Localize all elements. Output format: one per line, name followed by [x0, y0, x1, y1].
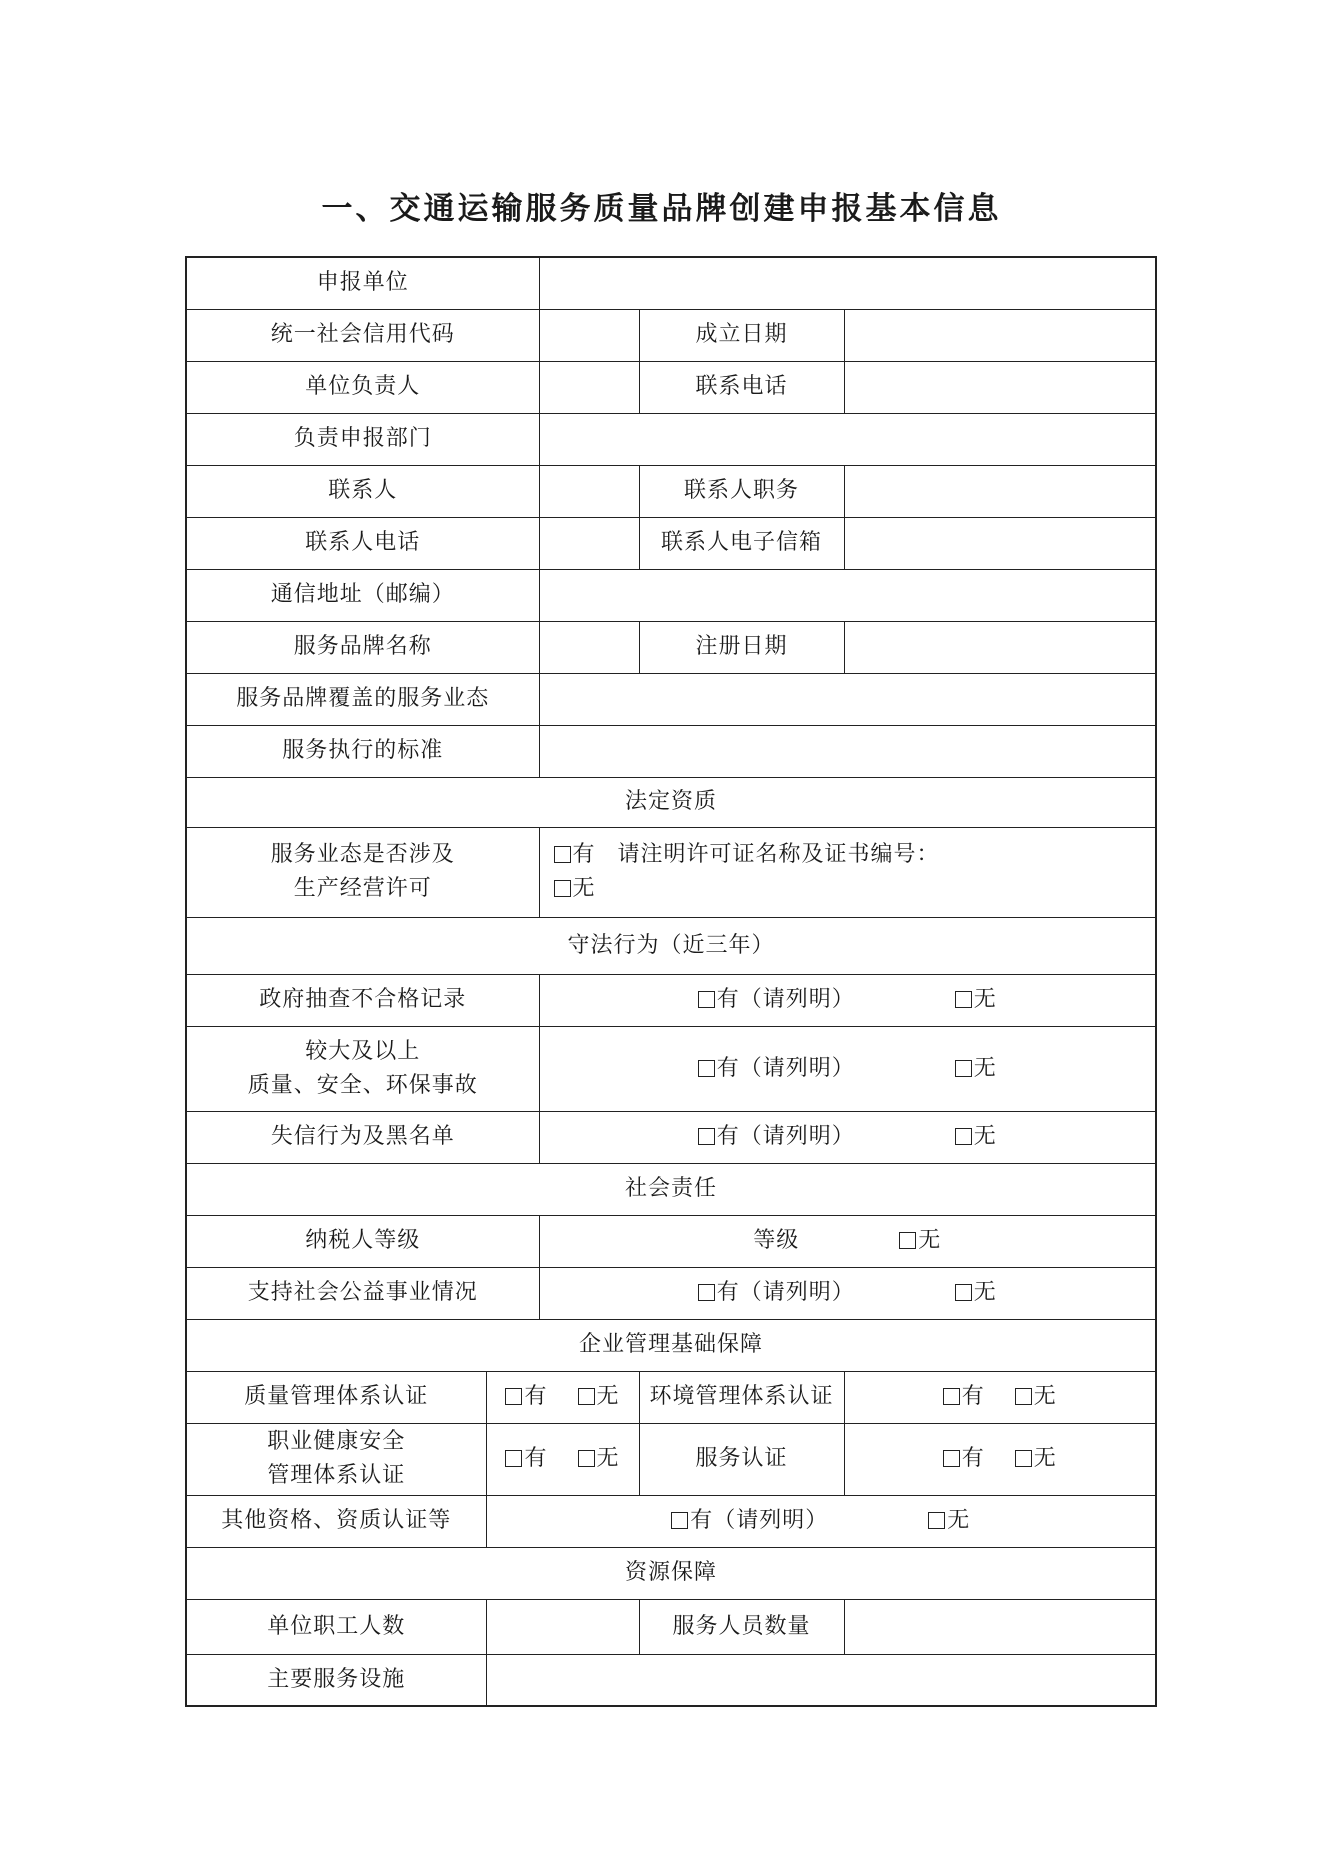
section-resource	[186, 1547, 1156, 1599]
checkbox-icon[interactable]	[943, 1450, 960, 1467]
quality-cert-yes-option[interactable]: 有	[505, 1380, 547, 1414]
field-address[interactable]	[539, 569, 1156, 621]
ohs-cert-no-option[interactable]: 无	[578, 1442, 620, 1476]
checkbox-icon[interactable]	[1015, 1388, 1032, 1405]
field-established-date[interactable]	[844, 309, 1156, 361]
field-contact-person[interactable]	[539, 465, 639, 517]
env-cert-options	[844, 1371, 1156, 1423]
row-contact-tel	[186, 517, 1156, 569]
field-brand-business[interactable]	[539, 673, 1156, 725]
grade-label: 等级	[753, 1228, 800, 1253]
label-license	[186, 827, 539, 917]
row-other-cert	[186, 1495, 1156, 1547]
row-accident	[186, 1026, 1156, 1111]
checkbox-icon[interactable]	[698, 1060, 715, 1077]
row-brand-name	[186, 621, 1156, 673]
checkbox-icon[interactable]	[955, 1060, 972, 1077]
label-other-cert: 其他资格、资质认证等	[186, 1495, 486, 1547]
gov-check-yes-option[interactable]: 有（请列明）	[698, 983, 855, 1017]
row-unit-head	[186, 361, 1156, 413]
label-applicant-unit: 申报单位	[186, 257, 539, 309]
field-applicant-unit[interactable]	[539, 257, 1156, 309]
dishonest-no-option[interactable]: 无	[955, 1120, 997, 1154]
checkbox-icon[interactable]	[554, 880, 571, 897]
label-contact-title: 联系人职务	[639, 465, 844, 517]
label-accident-line1: 较大及以上	[305, 1038, 421, 1064]
label-facilities: 主要服务设施	[186, 1654, 486, 1706]
label-contact-tel: 联系人电话	[186, 517, 539, 569]
accident-options	[539, 1026, 1156, 1111]
label-address: 通信地址（邮编）	[186, 569, 539, 621]
label-reg-date: 注册日期	[639, 621, 844, 673]
label-contact-phone: 联系电话	[639, 361, 844, 413]
field-contact-tel[interactable]	[539, 517, 639, 569]
label-service-cert: 服务认证	[639, 1423, 844, 1495]
section-social	[186, 1163, 1156, 1215]
row-brand-business	[186, 673, 1156, 725]
charity-no-option[interactable]: 无	[955, 1276, 997, 1310]
checkbox-icon[interactable]	[899, 1232, 916, 1249]
row-applicant-unit	[186, 257, 1156, 309]
label-taxpayer: 纳税人等级	[186, 1215, 539, 1267]
label-established-date: 成立日期	[639, 309, 844, 361]
checkbox-icon[interactable]	[955, 1284, 972, 1301]
row-dept	[186, 413, 1156, 465]
taxpayer-no-option[interactable]: 无	[899, 1224, 941, 1258]
checkbox-icon[interactable]	[554, 846, 571, 863]
field-brand-name[interactable]	[539, 621, 639, 673]
taxpayer-options	[539, 1215, 1156, 1267]
label-brand-business: 服务品牌覆盖的服务业态	[186, 673, 539, 725]
row-taxpayer	[186, 1215, 1156, 1267]
quality-cert-no-option[interactable]: 无	[578, 1380, 620, 1414]
checkbox-icon[interactable]	[698, 1128, 715, 1145]
dishonest-options	[539, 1111, 1156, 1163]
checkbox-icon[interactable]	[698, 1284, 715, 1301]
row-staff	[186, 1599, 1156, 1654]
application-form-table	[185, 256, 1157, 1707]
section-mgmt	[186, 1319, 1156, 1371]
checkbox-icon[interactable]	[955, 991, 972, 1008]
row-credit-code	[186, 309, 1156, 361]
ohs-cert-yes-option[interactable]: 有	[505, 1442, 547, 1476]
section-legal	[186, 777, 1156, 827]
other-cert-options	[486, 1495, 1156, 1547]
label-accident-line2: 质量、安全、环保事故	[247, 1072, 478, 1098]
dishonest-yes-option[interactable]: 有（请列明）	[698, 1120, 855, 1154]
env-cert-no-option[interactable]: 无	[1015, 1380, 1057, 1414]
label-license-line1: 服务业态是否涉及	[270, 842, 455, 867]
section-title-legal: 法定资质	[186, 777, 1156, 827]
checkbox-icon[interactable]	[955, 1128, 972, 1145]
label-contact-person: 联系人	[186, 465, 539, 517]
row-quality-cert	[186, 1371, 1156, 1423]
license-options	[539, 827, 1156, 917]
label-dishonest: 失信行为及黑名单	[186, 1111, 539, 1163]
label-credit-code: 统一社会信用代码	[186, 309, 539, 361]
label-quality-cert: 质量管理体系认证	[186, 1371, 486, 1423]
field-credit-code[interactable]	[539, 309, 639, 361]
section-title-mgmt: 企业管理基础保障	[186, 1319, 1156, 1371]
label-ohs-cert-line1: 职业健康安全	[267, 1429, 406, 1454]
other-cert-no-option[interactable]: 无	[928, 1504, 970, 1538]
service-cert-no-option[interactable]: 无	[1015, 1442, 1057, 1476]
row-ohs-cert	[186, 1423, 1156, 1495]
charity-options	[539, 1267, 1156, 1319]
label-license-line2: 生产经营许可	[293, 876, 432, 901]
row-standard	[186, 725, 1156, 777]
charity-yes-option[interactable]: 有（请列明）	[698, 1276, 855, 1310]
field-contact-phone[interactable]	[844, 361, 1156, 413]
accident-yes-option[interactable]: 有（请列明）	[698, 1052, 855, 1086]
other-cert-yes-option[interactable]: 有（请列明）	[671, 1504, 828, 1538]
row-contact-person	[186, 465, 1156, 517]
label-ohs-cert	[186, 1423, 486, 1495]
label-dept: 负责申报部门	[186, 413, 539, 465]
gov-check-options	[539, 974, 1156, 1026]
field-dept[interactable]	[539, 413, 1156, 465]
field-staff-count[interactable]	[486, 1599, 639, 1654]
quality-cert-options	[486, 1371, 639, 1423]
ohs-cert-options	[486, 1423, 639, 1495]
checkbox-icon[interactable]	[505, 1450, 522, 1467]
row-gov-check	[186, 974, 1156, 1026]
label-service-staff: 服务人员数量	[639, 1599, 844, 1654]
checkbox-icon[interactable]	[505, 1388, 522, 1405]
checkbox-icon[interactable]	[671, 1512, 688, 1529]
label-unit-head: 单位负责人	[186, 361, 539, 413]
row-address	[186, 569, 1156, 621]
section-title-resource: 资源保障	[186, 1547, 1156, 1599]
field-service-staff[interactable]	[844, 1599, 1156, 1654]
label-accident	[186, 1026, 539, 1111]
field-facilities[interactable]	[486, 1654, 1156, 1706]
row-license	[186, 827, 1156, 917]
label-charity: 支持社会公益事业情况	[186, 1267, 539, 1319]
checkbox-icon[interactable]	[928, 1512, 945, 1529]
service-cert-yes-option[interactable]: 有	[943, 1442, 985, 1476]
section-title-social: 社会责任	[186, 1163, 1156, 1215]
page-title: 一、交通运输服务质量品牌创建申报基本信息	[321, 191, 1002, 227]
field-standard[interactable]	[539, 725, 1156, 777]
row-dishonest	[186, 1111, 1156, 1163]
service-cert-options	[844, 1423, 1156, 1495]
field-reg-date[interactable]	[844, 621, 1156, 673]
label-gov-check: 政府抽查不合格记录	[186, 974, 539, 1026]
row-facilities	[186, 1654, 1156, 1706]
checkbox-icon[interactable]	[578, 1450, 595, 1467]
checkbox-icon[interactable]	[698, 991, 715, 1008]
checkbox-icon[interactable]	[1015, 1450, 1032, 1467]
label-brand-name: 服务品牌名称	[186, 621, 539, 673]
license-note: 请注明许可证名称及证书编号：	[617, 842, 940, 867]
license-no-option[interactable]: 无	[554, 872, 596, 906]
accident-no-option[interactable]: 无	[955, 1052, 997, 1086]
field-unit-head[interactable]	[539, 361, 639, 413]
section-title-law: 守法行为（近三年）	[186, 917, 1156, 974]
label-contact-email: 联系人电子信箱	[639, 517, 844, 569]
label-ohs-cert-line2: 管理体系认证	[267, 1463, 406, 1488]
gov-check-no-option[interactable]: 无	[955, 983, 997, 1017]
row-charity	[186, 1267, 1156, 1319]
license-yes-option[interactable]: 有	[554, 838, 596, 872]
field-contact-email[interactable]	[844, 517, 1156, 569]
env-cert-yes-option[interactable]: 有	[943, 1380, 985, 1414]
section-law	[186, 917, 1156, 974]
label-staff-count: 单位职工人数	[186, 1599, 486, 1654]
label-env-cert: 环境管理体系认证	[639, 1371, 844, 1423]
label-standard: 服务执行的标准	[186, 725, 539, 777]
checkbox-icon[interactable]	[578, 1388, 595, 1405]
checkbox-icon[interactable]	[943, 1388, 960, 1405]
field-contact-title[interactable]	[844, 465, 1156, 517]
